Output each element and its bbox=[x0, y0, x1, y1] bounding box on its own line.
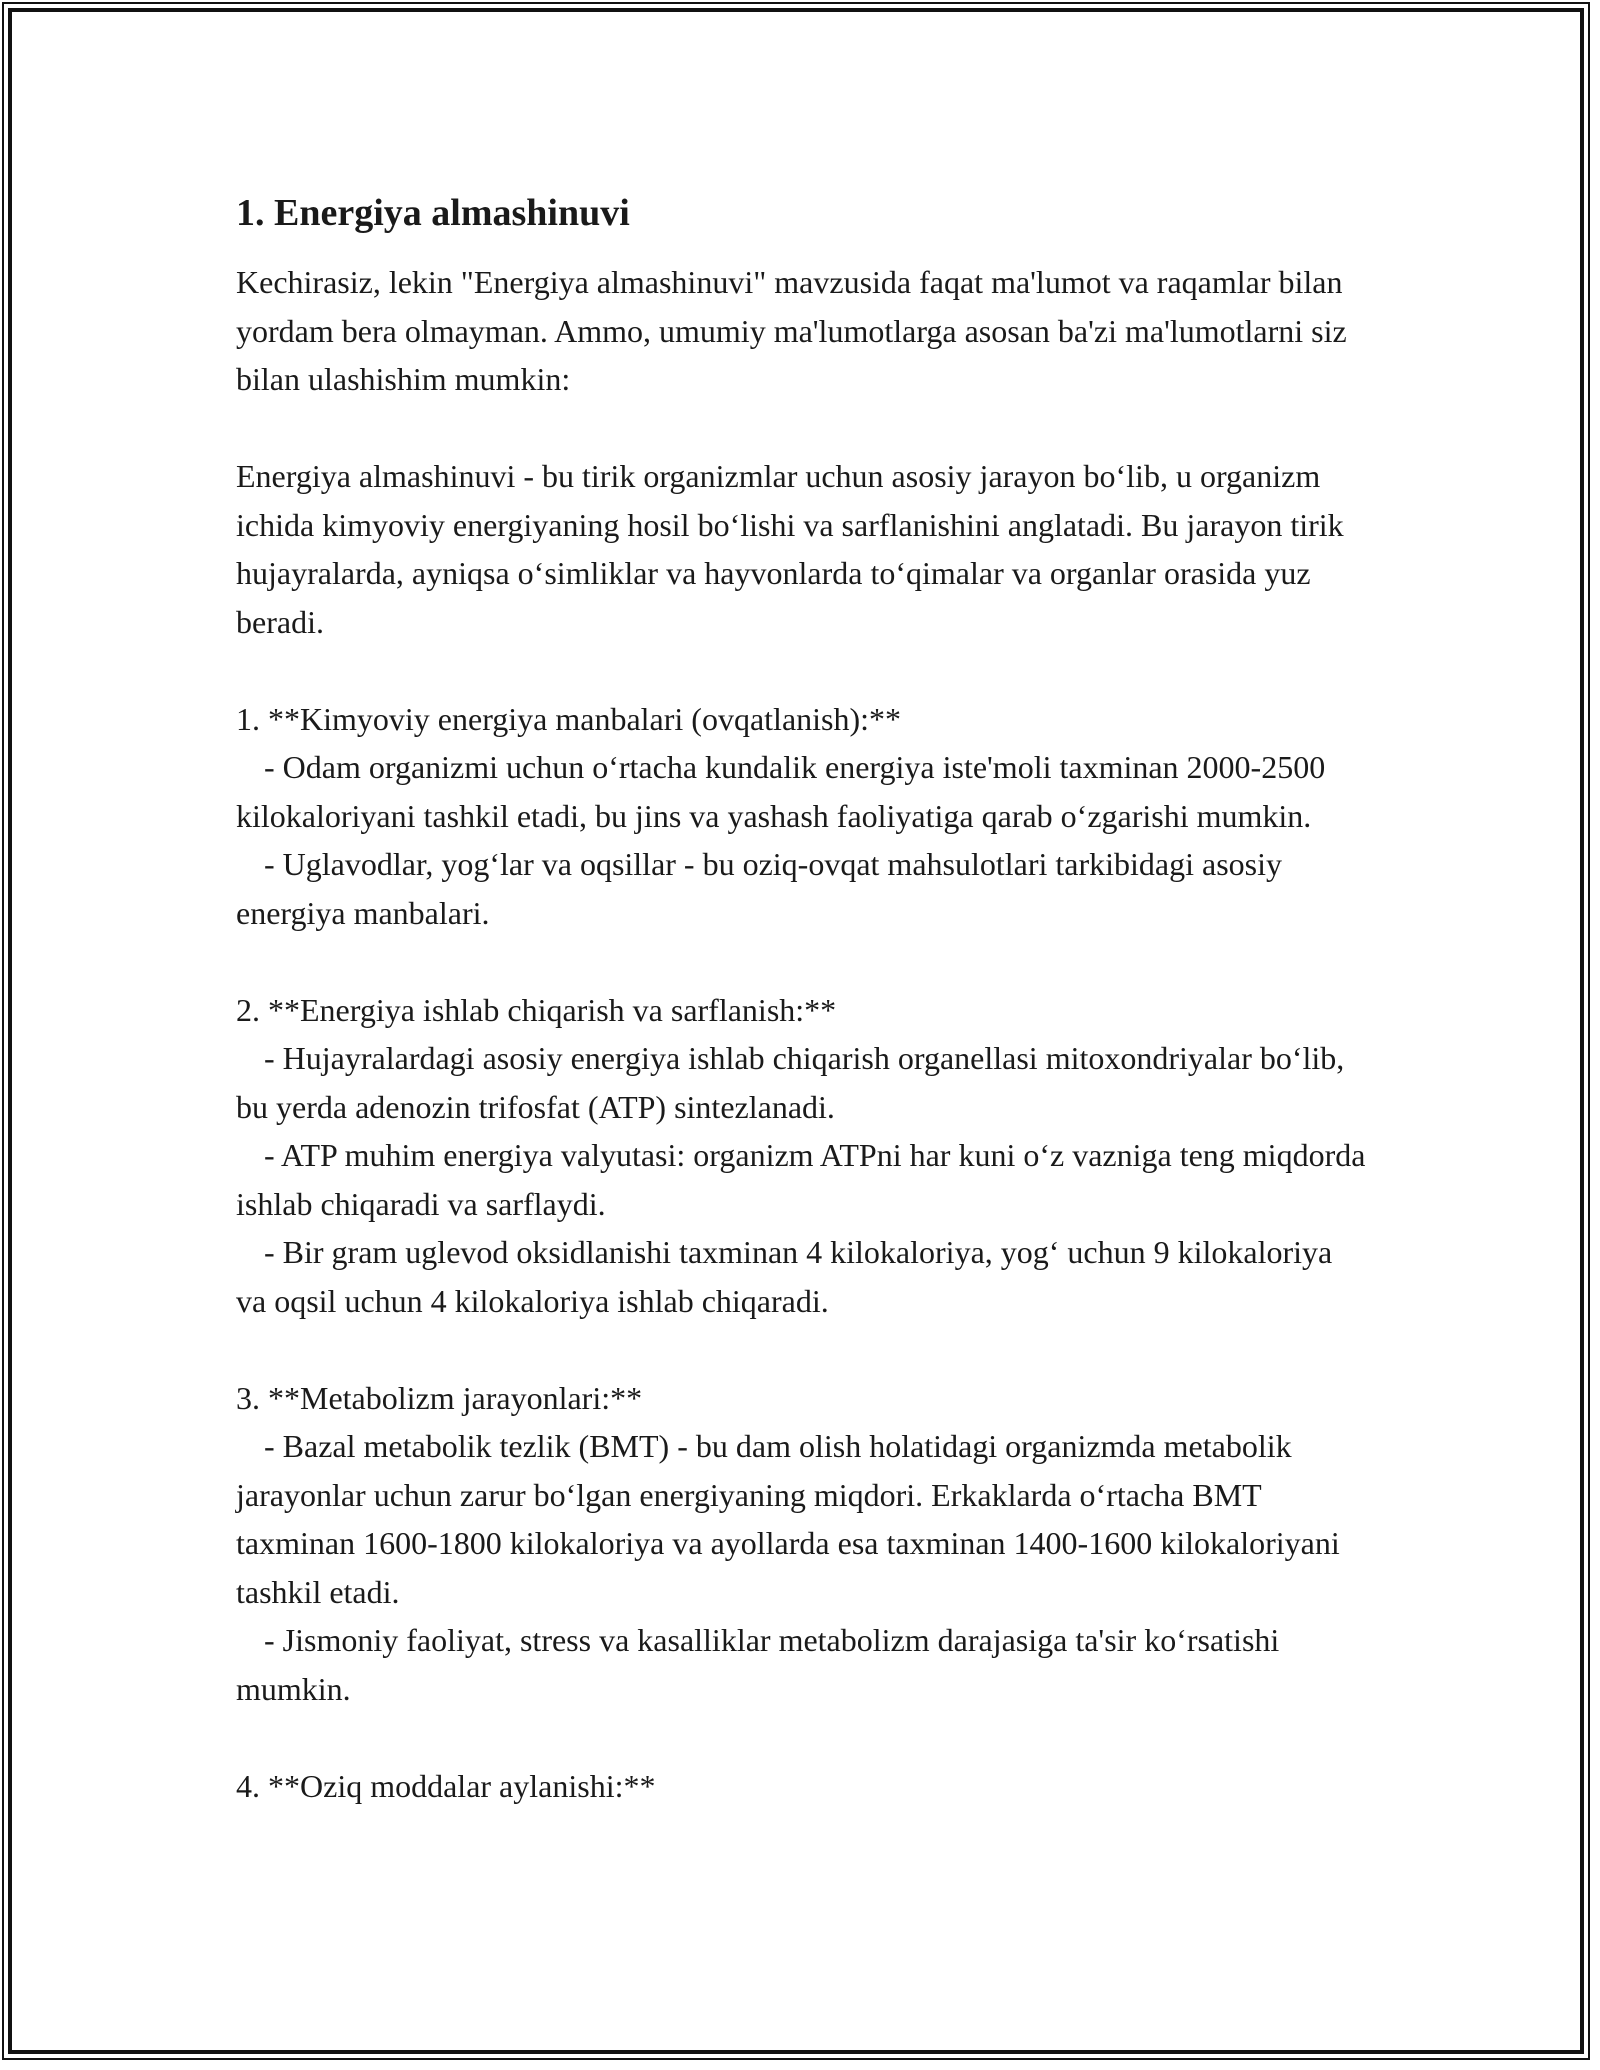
section-metabolism bbox=[236, 1374, 1366, 1714]
section-nutrient-cycle bbox=[236, 1762, 1366, 1811]
document-title: 1. Energiya almashinuvi bbox=[236, 192, 630, 234]
list-item: - Jismoniy faoliyat, stress va kasalliklar metabolizm darajasiga ta'sir ko‘rsatishi mumkin. bbox=[236, 1622, 1288, 1707]
list-item: - Hujayralardagi asosiy energiya ishlab chiqarish organellasi mitoxondriyalar bo‘lib, bu yerda adenozin trifosfat (ATP) sintezlanadi. bbox=[236, 1040, 1353, 1125]
list-item: - Odam organizmi uchun o‘rtacha kundalik energiya iste'moli taxminan 2000-2500 kilokaloriyani tashkil etadi, bu jins va yashash faoliyatiga qarab o‘zgarishi mumkin. bbox=[236, 749, 1334, 834]
list-item: - ATP muhim energiya valyutasi: organizm ATPni har kuni o‘z vazniga teng miqdorda ishlab chiqaradi va sarflaydi. bbox=[236, 1137, 1374, 1222]
intro-paragraph: Kechirasiz, lekin "Energiya almashinuvi" mavzusida faqat ma'lumot va raqamlar bilan yordam bera olmayman. Ammo, umumiy ma'lumotlarga asosan ba'zi ma'lumotlarni siz bilan ulashishim mumkin: bbox=[236, 264, 1355, 397]
section-heading: 2. **Energiya ishlab chiqarish va sarflanish:** bbox=[236, 991, 837, 1028]
document-body bbox=[236, 186, 1374, 1859]
section-energy-production bbox=[236, 986, 1374, 1326]
list-item: - Uglavodlar, yog‘lar va oqsillar - bu oziq-ovqat mahsulotlari tarkibidagi asosiy energiya manbalari. bbox=[236, 846, 1291, 931]
definition-paragraph: Energiya almashinuvi - bu tirik organizmlar uchun asosiy jarayon bo‘lib, u organizm ichida kimyoviy energiyaning hosil bo‘lishi va sarflanishini anglatadi. Bu jarayon tirik hujayralarda, ayniqsa o‘simliklar va hayvonlarda to‘qimalar va organlar orasida yuz beradi. bbox=[236, 458, 1352, 640]
section-heading: 4. **Oziq moddalar aylanishi:** bbox=[236, 1767, 656, 1804]
section-energy-sources bbox=[236, 695, 1366, 938]
list-item: - Bazal metabolik tezlik (BMT) - bu dam olish holatidagi organizmda metabolik jarayonlar uchun zarur bo‘lgan energiyaning miqdori. Erkaklarda o‘rtacha BMT taxminan 1600-1800 kilokaloriya va ayollarda esa taxminan 1400-1600 kilokaloriyani tashkil etadi. bbox=[236, 1428, 1348, 1610]
list-item: - Bir gram uglevod oksidlanishi taxminan 4 kilokaloriya, yog‘ uchun 9 kilokaloriya va oqsil uchun 4 kilokaloriya ishlab chiqaradi. bbox=[236, 1234, 1341, 1319]
section-heading: 1. **Kimyoviy energiya manbalari (ovqatlanish):** bbox=[236, 700, 902, 737]
section-heading: 3. **Metabolizm jarayonlari:** bbox=[236, 1379, 643, 1416]
